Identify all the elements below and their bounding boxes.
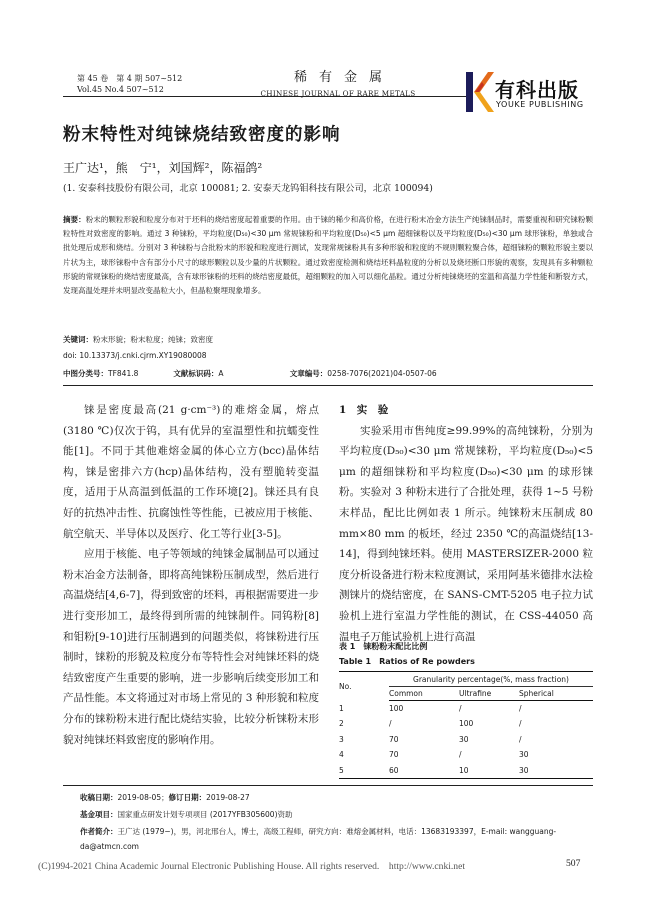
intro-paragraph-1: 铼是密度最高(21 g·cm⁻³)的难熔金属，熔点(3180 ℃)仅次于钨，具有优异的室温塑性和抗蠕变性能[1]。不同于其他难熔金属的体心立方(bcc)晶体结构，铼是密排六方(hcp)晶体结构，没有塑脆转变温度，适用于从高温到低温的工作环境[2]。铼还具有良好的抗热冲击性、抗腐蚀性等性能，已被应用于核能、航空航天、半导体以及医疗、化工等行业[3-5]。 — [63, 404, 319, 540]
fund-label: 基金项目： — [80, 810, 118, 819]
table-header-common: Common — [389, 687, 459, 701]
table-cell: 4 — [339, 750, 344, 760]
page-number: 507 — [566, 858, 581, 869]
volume-en: Vol.45 No.4 507~512 — [77, 85, 164, 94]
journal-volume-info — [77, 73, 182, 95]
clc-code: TF841.8 — [108, 369, 139, 378]
publisher-name-en: YOUKE PUBLISHING — [496, 100, 584, 109]
section-heading: 1 实 验 — [339, 404, 389, 416]
table-header-spherical: Spherical — [519, 687, 593, 701]
table-row — [339, 716, 593, 732]
publisher-name-cn: 有科出版 — [495, 78, 579, 102]
table-row — [339, 701, 593, 717]
table-row — [339, 747, 593, 763]
experiment-paragraph: 实验采用市售纯度≥99.99%的高纯铼粉，分别为平均粒度(D₅₀)<30 μm 常规铼粉，平均粒度(D₅₀)<5 μm 的超细铼粉和平均粒度(D₅₀)<30 μm 的球形铼粉。实验对 3 种粉末进行了合批处理，获得 1~5 号粉末样品，配比比例如表 1 所示。纯铼粉末压制成 80 mm×80 mm 的板坯，经过 2350 ℃的高温烧结[13-14]，得到纯铼坯料。使用 MASTERSIZER-2000 粒度分析设备进行粉末粒度测试，采用阿基米德排水法检测铼片的烧结密度，在 SANS-CMT-5205 电子拉力试验机上进行室温力学性能的测试，在 CSS-44050 高温电子万能试验机上进行高温 — [339, 424, 593, 643]
keywords-line — [63, 334, 213, 345]
table-cell: 70 — [389, 734, 399, 744]
revised-label: 修订日期： — [168, 793, 207, 802]
doi: doi: 10.13373/j.cnki.cjrm.XY19080008 — [63, 351, 207, 360]
journal-name-en: CHINESE JOURNAL OF RARE METALS — [260, 89, 416, 98]
table-cell: 60 — [389, 763, 459, 779]
publisher-logo-icon — [466, 70, 494, 114]
author-bio — [80, 826, 556, 837]
abstract-text: 粉末的颗粒形貌和粒度分布对于坯料的烧结密度起着重要的作用。由于铼的稀少和高价格，在进行粉末冶金方法生产纯铼制品时，需要重视和研究铼粉颗粒特性对致密度的影响。通过 3 种铼粉，平均粒度(D₅₀)<30 μm 常规铼粉和平均粒度(D₅₀)<5 μm 超细铼粉以及平均粒度(D₅₀)<30 μm 球形铼粉，单独或合批处理后成形和烧结。分别对 3 种铼粉与合批粉末的形貌和粒度进行测试，发现常规铼粉具有多种形貌和粒度的不规则颗粒聚合体，超细铼粉的颗粒形貌主要以片状为主，球形铼粉中含有部分小尺寸的球形颗粒以及少量的片状颗粒。通过致密度检测和烧结坯料晶粒度的分析以及烧坯断口形貌的观察，发现具有多种颗粒形貌的常规铼粉的烧结密度最高，含有球形铼粉的坯料的烧结密度最低，超细颗粒的加入可以细化晶粒。通过分析纯铼烧坯的室温和高温力学性能和断裂方式，发现高温处理并未明显改变晶粒大小，但晶粒聚埋现象增多。 — [63, 215, 593, 296]
powder-ratio-table — [339, 671, 593, 779]
table-cell: 30 — [459, 734, 469, 744]
article-authors: 王广达¹，熊 宁¹，刘国辉²，陈福鸽² — [63, 161, 263, 175]
clc-label: 中图分类号： — [63, 369, 108, 378]
table-header-ultrafine: Ultrafine — [459, 687, 519, 701]
table-cell: 5 — [339, 763, 389, 779]
bio-label: 作者简介： — [80, 827, 118, 836]
table-cell: 3 — [339, 734, 344, 744]
received-label: 收稿日期： — [80, 793, 118, 802]
body-right-column — [339, 400, 593, 647]
table-cell: 70 — [389, 750, 399, 760]
table-row — [339, 763, 593, 779]
doc-code-label: 文献标识码： — [173, 369, 219, 378]
table-caption-en: Table 1 Ratios of Re powders — [339, 657, 475, 666]
header-rule — [63, 96, 470, 97]
article-no-label: 文章编号： — [289, 369, 328, 378]
table-cell: / — [389, 719, 392, 729]
keywords-label: 关键词： — [63, 335, 93, 344]
abstract — [63, 213, 593, 298]
fund-line — [80, 809, 293, 820]
fund-text: 国家重点研发计划专项项目 (2017YFB305600)资助 — [117, 810, 293, 819]
table-cell: 30 — [519, 763, 593, 779]
article-title: 粉末特性对纯铼烧结致密度的影响 — [63, 125, 341, 145]
table-cell: 10 — [459, 763, 519, 779]
table-caption-cn: 表 1 铼粉粉末配比比例 — [339, 642, 428, 651]
keywords: 粉末形貌；粉末粒度；纯铼；致密度 — [93, 335, 213, 344]
abstract-rule — [63, 385, 593, 386]
article-affiliations: (1. 安泰科技股份有限公司，北京 100081; 2. 安泰天龙钨钼科技有限公司，北京 100094) — [63, 183, 433, 194]
revised-date: 2019-08-27 — [206, 793, 250, 802]
abstract-label: 摘要： — [63, 215, 86, 224]
table-cell: 1 — [339, 703, 344, 713]
received-date: 2019-08-05 — [117, 793, 162, 802]
intro-paragraph-2: 应用于核能、电子等领域的纯铼金属制品可以通过粉末冶金方法制备，即将高纯铼粉压制成型，然后进行高温烧结[4,6-7]，得到致密的坯料，再根据需要进一步进行变形加工，最终得到所需的纯铼制件。同钨粉[8]和钼粉[9-10]进行压制遇到的问题类似，将铼粉进行压制时，铼粉的形貌及粒度分布等特性会对纯铼坯料的烧结致密度产生重要的影响，进一步影响后续变形加工和产品性能。本文将通过对市场上常见的 3 种形貌和粒度分布的铼粉粉末进行配比烧结实验，比较分析铼粉末形貌对纯铼坯料致密度的影响作用。 — [63, 548, 319, 746]
received-dates: 收稿日期：2019-08-05；修订日期：2019-08-27 — [80, 793, 250, 802]
table-cell: 30 — [519, 750, 529, 760]
volume-cn: 第 45 卷 第 4 期 507~512 — [77, 74, 183, 83]
body-left-column — [63, 400, 319, 750]
bio-text: 王广达 (1979−)，男，河北邢台人，博士，高级工程师，研究方向：难熔金属材料，电话：13683193397，E-mail: wangguang- — [117, 827, 557, 836]
table-header-no: No. — [339, 672, 389, 701]
table-cell: / — [459, 704, 462, 713]
journal-name-cn: 稀有金属 — [293, 70, 394, 85]
copyright-line: (C)1994-2021 China Academic Journal Electronic Publishing House. All rights reserved. http://www.cnki.net — [38, 861, 466, 872]
table-cell: 100 — [459, 719, 474, 729]
footnote-rule — [63, 785, 593, 786]
classification-line — [63, 368, 437, 379]
doc-code: A — [218, 369, 224, 378]
article-no: 0258-7076(2021)04-0507-06 — [327, 369, 437, 378]
table-row — [339, 732, 593, 748]
table-cell: 2 — [339, 719, 344, 729]
author-bio-email: da@atmcn.com — [80, 842, 139, 851]
publisher-logo — [466, 70, 591, 116]
journal-name — [218, 66, 458, 98]
table-cell: / — [519, 734, 522, 744]
table-cell: / — [519, 719, 522, 729]
table-cell: / — [519, 704, 522, 713]
table-header-group: Granularity percentage(%, mass fraction) — [389, 672, 593, 687]
table-cell: / — [459, 750, 462, 760]
table-cell: 100 — [389, 704, 404, 713]
